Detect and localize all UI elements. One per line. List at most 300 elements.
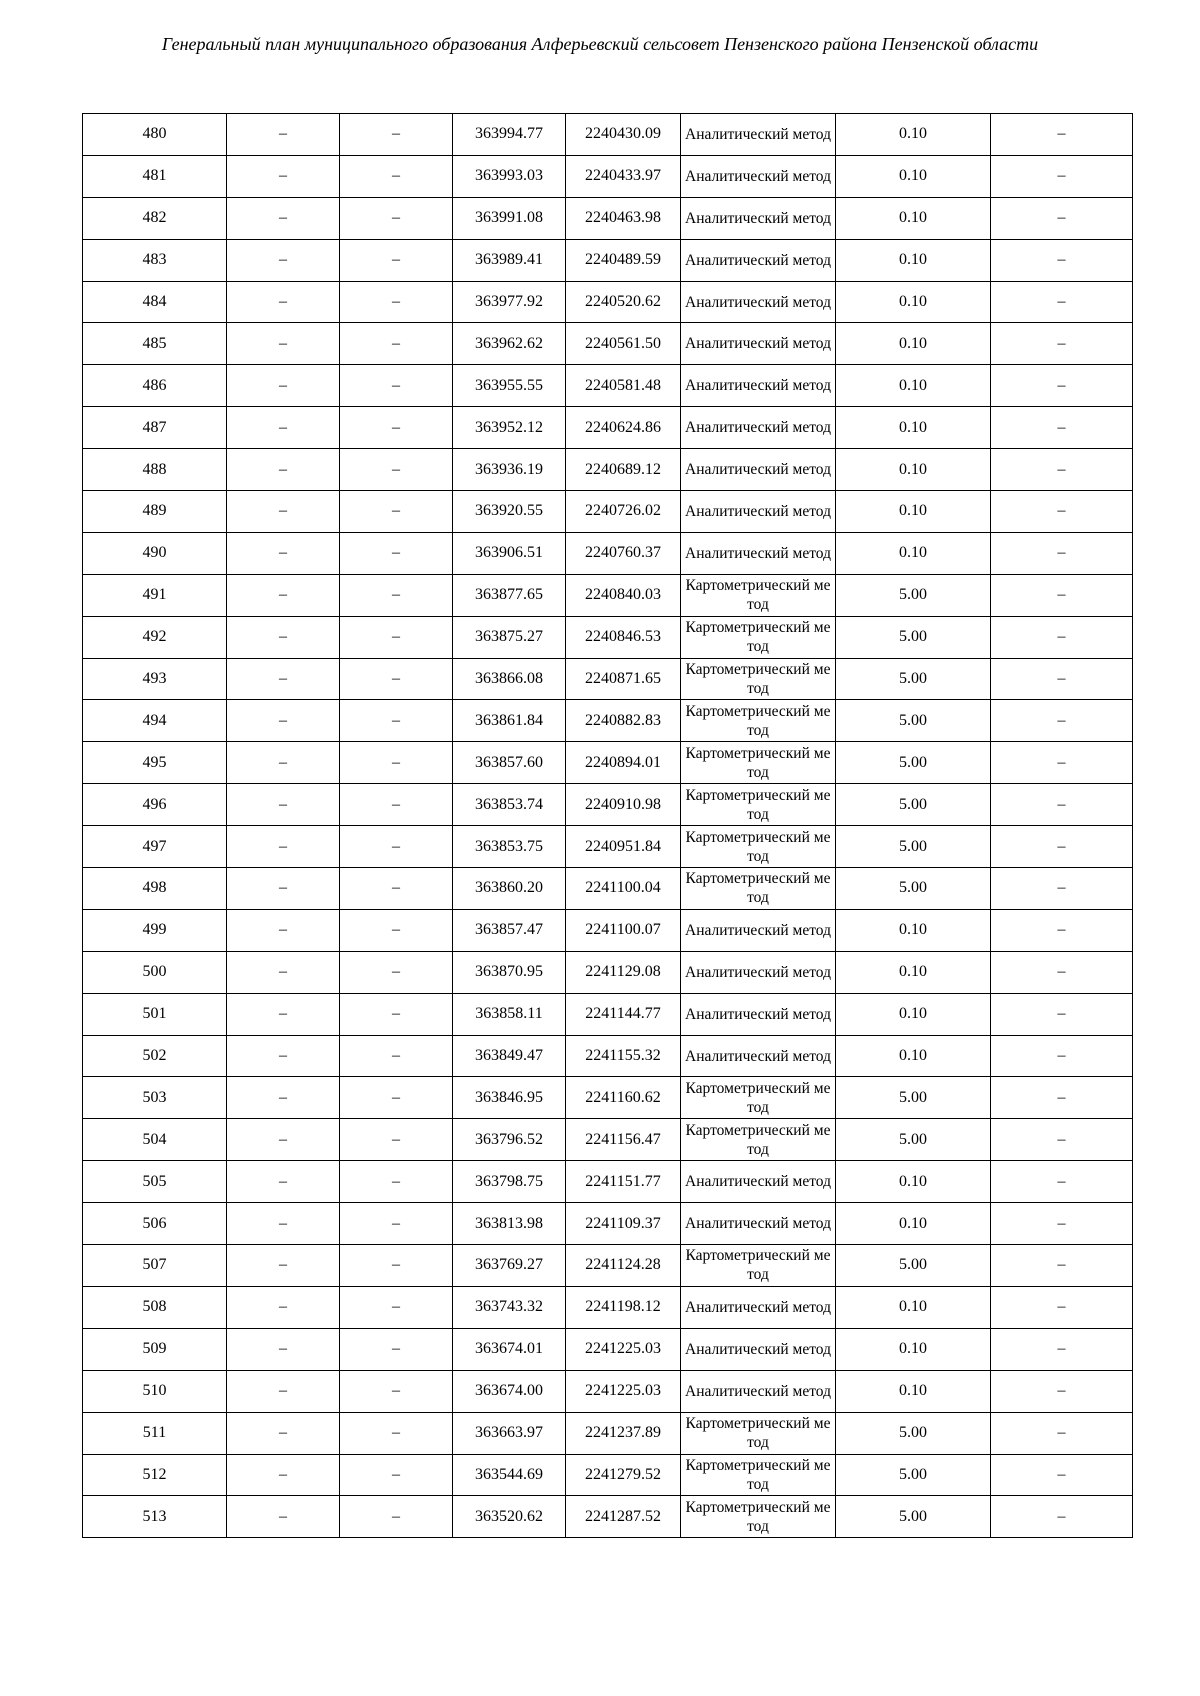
method-cell — [681, 1203, 836, 1245]
method-cell — [681, 951, 836, 993]
empty-cell-3: – — [991, 826, 1133, 868]
empty-cell-2: – — [340, 491, 453, 533]
coordinate-y-cell: 2240894.01 — [566, 742, 681, 784]
table-row — [83, 365, 1133, 407]
coordinate-x-cell: 363955.55 — [453, 365, 566, 407]
empty-cell-2: – — [340, 1328, 453, 1370]
empty-cell-3: – — [991, 449, 1133, 491]
method-cell — [681, 1077, 836, 1119]
point-number-cell: 503 — [83, 1077, 227, 1119]
accuracy-cell: 0.10 — [836, 909, 991, 951]
empty-cell-2: – — [340, 155, 453, 197]
point-number-cell: 480 — [83, 114, 227, 156]
accuracy-cell: 5.00 — [836, 1245, 991, 1287]
method-cell — [681, 1286, 836, 1328]
coordinate-y-cell: 2240840.03 — [566, 574, 681, 616]
accuracy-cell: 0.10 — [836, 1328, 991, 1370]
point-number-cell: 504 — [83, 1119, 227, 1161]
empty-cell-2: – — [340, 449, 453, 491]
coordinates-table — [82, 113, 1133, 1538]
coordinate-y-cell: 2240624.86 — [566, 407, 681, 449]
empty-cell-2: – — [340, 365, 453, 407]
table-row — [83, 1077, 1133, 1119]
method-cell — [681, 155, 836, 197]
empty-cell-1: – — [227, 1454, 340, 1496]
table-row — [83, 197, 1133, 239]
empty-cell-2: – — [340, 1161, 453, 1203]
method-label: Картометрический метод — [685, 1456, 831, 1493]
accuracy-cell: 0.10 — [836, 1203, 991, 1245]
coordinate-x-cell: 363796.52 — [453, 1119, 566, 1161]
table-row — [83, 742, 1133, 784]
coordinate-y-cell: 2241144.77 — [566, 993, 681, 1035]
coordinate-x-cell: 363877.65 — [453, 574, 566, 616]
empty-cell-2: – — [340, 1077, 453, 1119]
point-number-cell: 497 — [83, 826, 227, 868]
empty-cell-1: – — [227, 826, 340, 868]
coordinate-x-cell: 363936.19 — [453, 449, 566, 491]
empty-cell-2: – — [340, 407, 453, 449]
coordinate-y-cell: 2241225.03 — [566, 1370, 681, 1412]
empty-cell-1: – — [227, 281, 340, 323]
table-row — [83, 281, 1133, 323]
accuracy-cell: 0.10 — [836, 281, 991, 323]
point-number-cell: 487 — [83, 407, 227, 449]
coordinate-x-cell: 363866.08 — [453, 658, 566, 700]
coordinate-x-cell: 363861.84 — [453, 700, 566, 742]
method-label: Аналитический метод — [685, 1340, 831, 1358]
point-number-cell: 488 — [83, 449, 227, 491]
empty-cell-3: – — [991, 532, 1133, 574]
table-row — [83, 909, 1133, 951]
coordinate-y-cell: 2241287.52 — [566, 1496, 681, 1538]
accuracy-cell: 5.00 — [836, 784, 991, 826]
empty-cell-1: – — [227, 155, 340, 197]
empty-cell-3: – — [991, 1496, 1133, 1538]
empty-cell-1: – — [227, 1370, 340, 1412]
coordinate-y-cell: 2241156.47 — [566, 1119, 681, 1161]
accuracy-cell: 0.10 — [836, 491, 991, 533]
coordinate-x-cell: 363846.95 — [453, 1077, 566, 1119]
empty-cell-3: – — [991, 1077, 1133, 1119]
method-label: Картометрический метод — [685, 828, 831, 865]
empty-cell-1: – — [227, 574, 340, 616]
coordinate-x-cell: 363853.74 — [453, 784, 566, 826]
coordinate-y-cell: 2241129.08 — [566, 951, 681, 993]
point-number-cell: 481 — [83, 155, 227, 197]
method-cell — [681, 281, 836, 323]
coordinate-y-cell: 2240581.48 — [566, 365, 681, 407]
method-label: Аналитический метод — [685, 1382, 831, 1400]
method-label: Картометрический метод — [685, 619, 831, 656]
method-label: Аналитический метод — [685, 963, 831, 981]
table-row — [83, 993, 1133, 1035]
table-row — [83, 1412, 1133, 1454]
method-cell — [681, 700, 836, 742]
table-row — [83, 1245, 1133, 1287]
method-cell — [681, 1161, 836, 1203]
empty-cell-3: – — [991, 868, 1133, 910]
point-number-cell: 486 — [83, 365, 227, 407]
point-number-cell: 482 — [83, 197, 227, 239]
empty-cell-1: – — [227, 532, 340, 574]
coordinate-x-cell: 363520.62 — [453, 1496, 566, 1538]
empty-cell-1: – — [227, 197, 340, 239]
empty-cell-1: – — [227, 407, 340, 449]
empty-cell-2: – — [340, 1245, 453, 1287]
accuracy-cell: 5.00 — [836, 616, 991, 658]
accuracy-cell: 0.10 — [836, 155, 991, 197]
empty-cell-3: – — [991, 114, 1133, 156]
method-label: Картометрический метод — [685, 870, 831, 907]
method-cell — [681, 784, 836, 826]
method-cell — [681, 323, 836, 365]
coordinate-x-cell: 363663.97 — [453, 1412, 566, 1454]
empty-cell-1: – — [227, 784, 340, 826]
accuracy-cell: 5.00 — [836, 868, 991, 910]
table-row — [83, 784, 1133, 826]
empty-cell-3: – — [991, 323, 1133, 365]
method-cell — [681, 449, 836, 491]
point-number-cell: 502 — [83, 1035, 227, 1077]
method-label: Аналитический метод — [685, 1215, 831, 1233]
empty-cell-1: – — [227, 1245, 340, 1287]
method-label: Картометрический метод — [685, 1247, 831, 1284]
empty-cell-2: – — [340, 197, 453, 239]
point-number-cell: 507 — [83, 1245, 227, 1287]
empty-cell-1: – — [227, 323, 340, 365]
method-cell — [681, 1496, 836, 1538]
method-label: Аналитический метод — [685, 209, 831, 227]
method-label: Аналитический метод — [685, 921, 831, 939]
table-row — [83, 616, 1133, 658]
empty-cell-3: – — [991, 155, 1133, 197]
table-row — [83, 1496, 1133, 1538]
accuracy-cell: 5.00 — [836, 1496, 991, 1538]
point-number-cell: 489 — [83, 491, 227, 533]
accuracy-cell: 5.00 — [836, 658, 991, 700]
empty-cell-3: – — [991, 909, 1133, 951]
empty-cell-2: – — [340, 616, 453, 658]
method-label: Картометрический метод — [685, 661, 831, 698]
method-label: Аналитический метод — [685, 1047, 831, 1065]
method-label: Аналитический метод — [685, 1298, 831, 1316]
method-cell — [681, 1328, 836, 1370]
empty-cell-1: – — [227, 1412, 340, 1454]
point-number-cell: 498 — [83, 868, 227, 910]
empty-cell-3: – — [991, 197, 1133, 239]
accuracy-cell: 0.10 — [836, 532, 991, 574]
method-label: Аналитический метод — [685, 1173, 831, 1191]
coordinate-y-cell: 2240430.09 — [566, 114, 681, 156]
empty-cell-1: – — [227, 114, 340, 156]
method-label: Аналитический метод — [685, 377, 831, 395]
point-number-cell: 508 — [83, 1286, 227, 1328]
empty-cell-3: – — [991, 365, 1133, 407]
empty-cell-3: – — [991, 616, 1133, 658]
empty-cell-2: – — [340, 532, 453, 574]
table-row — [83, 532, 1133, 574]
empty-cell-1: – — [227, 1286, 340, 1328]
coordinate-y-cell: 2241151.77 — [566, 1161, 681, 1203]
method-label: Картометрический метод — [685, 577, 831, 614]
method-label: Аналитический метод — [685, 1005, 831, 1023]
accuracy-cell: 5.00 — [836, 742, 991, 784]
coordinate-y-cell: 2240489.59 — [566, 239, 681, 281]
point-number-cell: 496 — [83, 784, 227, 826]
coordinate-x-cell: 363674.01 — [453, 1328, 566, 1370]
empty-cell-3: – — [991, 951, 1133, 993]
coordinate-x-cell: 363952.12 — [453, 407, 566, 449]
accuracy-cell: 5.00 — [836, 1454, 991, 1496]
method-label: Картометрический метод — [685, 1498, 831, 1535]
table-row — [83, 407, 1133, 449]
coordinate-y-cell: 2240520.62 — [566, 281, 681, 323]
coordinate-x-cell: 363857.60 — [453, 742, 566, 784]
table-row — [83, 868, 1133, 910]
empty-cell-2: – — [340, 1454, 453, 1496]
point-number-cell: 495 — [83, 742, 227, 784]
accuracy-cell: 0.10 — [836, 365, 991, 407]
table-row — [83, 1286, 1133, 1328]
table-row — [83, 1203, 1133, 1245]
coordinate-y-cell: 2240726.02 — [566, 491, 681, 533]
accuracy-cell: 0.10 — [836, 993, 991, 1035]
empty-cell-2: – — [340, 742, 453, 784]
method-cell — [681, 365, 836, 407]
empty-cell-2: – — [340, 1412, 453, 1454]
table-row — [83, 1119, 1133, 1161]
empty-cell-3: – — [991, 1203, 1133, 1245]
point-number-cell: 509 — [83, 1328, 227, 1370]
empty-cell-3: – — [991, 1412, 1133, 1454]
method-label: Картометрический метод — [685, 702, 831, 739]
accuracy-cell: 5.00 — [836, 1412, 991, 1454]
coordinate-x-cell: 363870.95 — [453, 951, 566, 993]
accuracy-cell: 0.10 — [836, 1161, 991, 1203]
method-cell — [681, 1119, 836, 1161]
accuracy-cell: 0.10 — [836, 449, 991, 491]
empty-cell-1: – — [227, 951, 340, 993]
empty-cell-1: – — [227, 239, 340, 281]
method-cell — [681, 909, 836, 951]
point-number-cell: 492 — [83, 616, 227, 658]
empty-cell-2: – — [340, 951, 453, 993]
table-row — [83, 1035, 1133, 1077]
coordinate-y-cell: 2240871.65 — [566, 658, 681, 700]
empty-cell-3: – — [991, 700, 1133, 742]
accuracy-cell: 0.10 — [836, 407, 991, 449]
coordinate-y-cell: 2241279.52 — [566, 1454, 681, 1496]
coordinate-y-cell: 2240561.50 — [566, 323, 681, 365]
point-number-cell: 494 — [83, 700, 227, 742]
empty-cell-2: – — [340, 909, 453, 951]
point-number-cell: 511 — [83, 1412, 227, 1454]
coordinate-y-cell: 2240689.12 — [566, 449, 681, 491]
empty-cell-3: – — [991, 742, 1133, 784]
accuracy-cell: 5.00 — [836, 1077, 991, 1119]
empty-cell-2: – — [340, 658, 453, 700]
accuracy-cell: 0.10 — [836, 239, 991, 281]
method-cell — [681, 1370, 836, 1412]
point-number-cell: 491 — [83, 574, 227, 616]
coordinate-x-cell: 363858.11 — [453, 993, 566, 1035]
method-cell — [681, 658, 836, 700]
table-row — [83, 1370, 1133, 1412]
method-cell — [681, 574, 836, 616]
empty-cell-2: – — [340, 114, 453, 156]
table-row — [83, 491, 1133, 533]
empty-cell-1: – — [227, 1077, 340, 1119]
accuracy-cell: 5.00 — [836, 1119, 991, 1161]
point-number-cell: 501 — [83, 993, 227, 1035]
method-label: Аналитический метод — [685, 167, 831, 185]
coordinate-y-cell: 2241155.32 — [566, 1035, 681, 1077]
empty-cell-2: – — [340, 826, 453, 868]
method-cell — [681, 532, 836, 574]
point-number-cell: 510 — [83, 1370, 227, 1412]
table-body — [83, 114, 1133, 1538]
empty-cell-2: – — [340, 1203, 453, 1245]
coordinate-x-cell: 363849.47 — [453, 1035, 566, 1077]
method-cell — [681, 742, 836, 784]
empty-cell-1: – — [227, 616, 340, 658]
table-row — [83, 449, 1133, 491]
empty-cell-1: – — [227, 365, 340, 407]
coordinate-x-cell: 363674.00 — [453, 1370, 566, 1412]
accuracy-cell: 0.10 — [836, 323, 991, 365]
coordinate-x-cell: 363857.47 — [453, 909, 566, 951]
accuracy-cell: 0.10 — [836, 1035, 991, 1077]
coordinate-y-cell: 2241124.28 — [566, 1245, 681, 1287]
coordinate-x-cell: 363743.32 — [453, 1286, 566, 1328]
coordinate-x-cell: 363906.51 — [453, 532, 566, 574]
coordinate-x-cell: 363920.55 — [453, 491, 566, 533]
point-number-cell: 513 — [83, 1496, 227, 1538]
empty-cell-3: – — [991, 1161, 1133, 1203]
coordinate-x-cell: 363769.27 — [453, 1245, 566, 1287]
coordinate-x-cell: 363993.03 — [453, 155, 566, 197]
empty-cell-2: – — [340, 574, 453, 616]
coordinate-y-cell: 2241100.04 — [566, 868, 681, 910]
point-number-cell: 499 — [83, 909, 227, 951]
coordinate-y-cell: 2240882.83 — [566, 700, 681, 742]
table-row — [83, 1454, 1133, 1496]
point-number-cell: 490 — [83, 532, 227, 574]
coordinate-x-cell: 363962.62 — [453, 323, 566, 365]
method-label: Аналитический метод — [685, 461, 831, 479]
method-label: Аналитический метод — [685, 335, 831, 353]
coordinate-x-cell: 363994.77 — [453, 114, 566, 156]
coordinate-x-cell: 363813.98 — [453, 1203, 566, 1245]
empty-cell-1: – — [227, 1328, 340, 1370]
accuracy-cell: 0.10 — [836, 114, 991, 156]
empty-cell-3: – — [991, 1286, 1133, 1328]
table-row — [83, 1161, 1133, 1203]
empty-cell-2: – — [340, 1119, 453, 1161]
coordinate-y-cell: 2241225.03 — [566, 1328, 681, 1370]
coordinate-x-cell: 363875.27 — [453, 616, 566, 658]
point-number-cell: 500 — [83, 951, 227, 993]
empty-cell-3: – — [991, 491, 1133, 533]
empty-cell-2: – — [340, 868, 453, 910]
empty-cell-1: – — [227, 1496, 340, 1538]
method-label: Картометрический метод — [685, 1079, 831, 1116]
empty-cell-1: – — [227, 1161, 340, 1203]
coordinate-y-cell: 2241237.89 — [566, 1412, 681, 1454]
method-cell — [681, 1412, 836, 1454]
method-cell — [681, 239, 836, 281]
method-label: Аналитический метод — [685, 251, 831, 269]
table-row — [83, 700, 1133, 742]
point-number-cell: 483 — [83, 239, 227, 281]
accuracy-cell: 0.10 — [836, 951, 991, 993]
empty-cell-3: – — [991, 281, 1133, 323]
coordinate-y-cell: 2241198.12 — [566, 1286, 681, 1328]
method-cell — [681, 114, 836, 156]
coordinate-y-cell: 2240910.98 — [566, 784, 681, 826]
empty-cell-3: – — [991, 407, 1133, 449]
method-label: Аналитический метод — [685, 502, 831, 520]
method-cell — [681, 1454, 836, 1496]
empty-cell-3: – — [991, 1119, 1133, 1161]
empty-cell-1: – — [227, 491, 340, 533]
table-row — [83, 323, 1133, 365]
empty-cell-1: – — [227, 449, 340, 491]
coordinate-x-cell: 363853.75 — [453, 826, 566, 868]
coordinate-y-cell: 2240433.97 — [566, 155, 681, 197]
coordinate-x-cell: 363989.41 — [453, 239, 566, 281]
empty-cell-2: – — [340, 1370, 453, 1412]
table-row — [83, 826, 1133, 868]
method-label: Аналитический метод — [685, 419, 831, 437]
accuracy-cell: 5.00 — [836, 826, 991, 868]
empty-cell-3: – — [991, 993, 1133, 1035]
empty-cell-3: – — [991, 1370, 1133, 1412]
method-cell — [681, 197, 836, 239]
table-row — [83, 658, 1133, 700]
coordinate-y-cell: 2240951.84 — [566, 826, 681, 868]
method-cell — [681, 993, 836, 1035]
method-label: Аналитический метод — [685, 293, 831, 311]
table-row — [83, 1328, 1133, 1370]
method-cell — [681, 407, 836, 449]
accuracy-cell: 5.00 — [836, 574, 991, 616]
table-row — [83, 239, 1133, 281]
point-number-cell: 505 — [83, 1161, 227, 1203]
method-label: Аналитический метод — [685, 544, 831, 562]
empty-cell-2: – — [340, 1496, 453, 1538]
empty-cell-3: – — [991, 574, 1133, 616]
method-cell — [681, 1035, 836, 1077]
empty-cell-1: – — [227, 700, 340, 742]
method-cell — [681, 1245, 836, 1287]
table-row — [83, 574, 1133, 616]
empty-cell-1: – — [227, 1035, 340, 1077]
table-row — [83, 155, 1133, 197]
method-label: Аналитический метод — [685, 125, 831, 143]
page-header: Генеральный план муниципального образования Алферьевский сельсовет Пензенского района Пензенской области — [161, 34, 1039, 54]
empty-cell-3: – — [991, 1035, 1133, 1077]
empty-cell-1: – — [227, 1119, 340, 1161]
empty-cell-1: – — [227, 993, 340, 1035]
point-number-cell: 506 — [83, 1203, 227, 1245]
point-number-cell: 485 — [83, 323, 227, 365]
coordinate-x-cell: 363977.92 — [453, 281, 566, 323]
method-label: Картометрический метод — [685, 786, 831, 823]
empty-cell-1: – — [227, 1203, 340, 1245]
accuracy-cell: 0.10 — [836, 1370, 991, 1412]
